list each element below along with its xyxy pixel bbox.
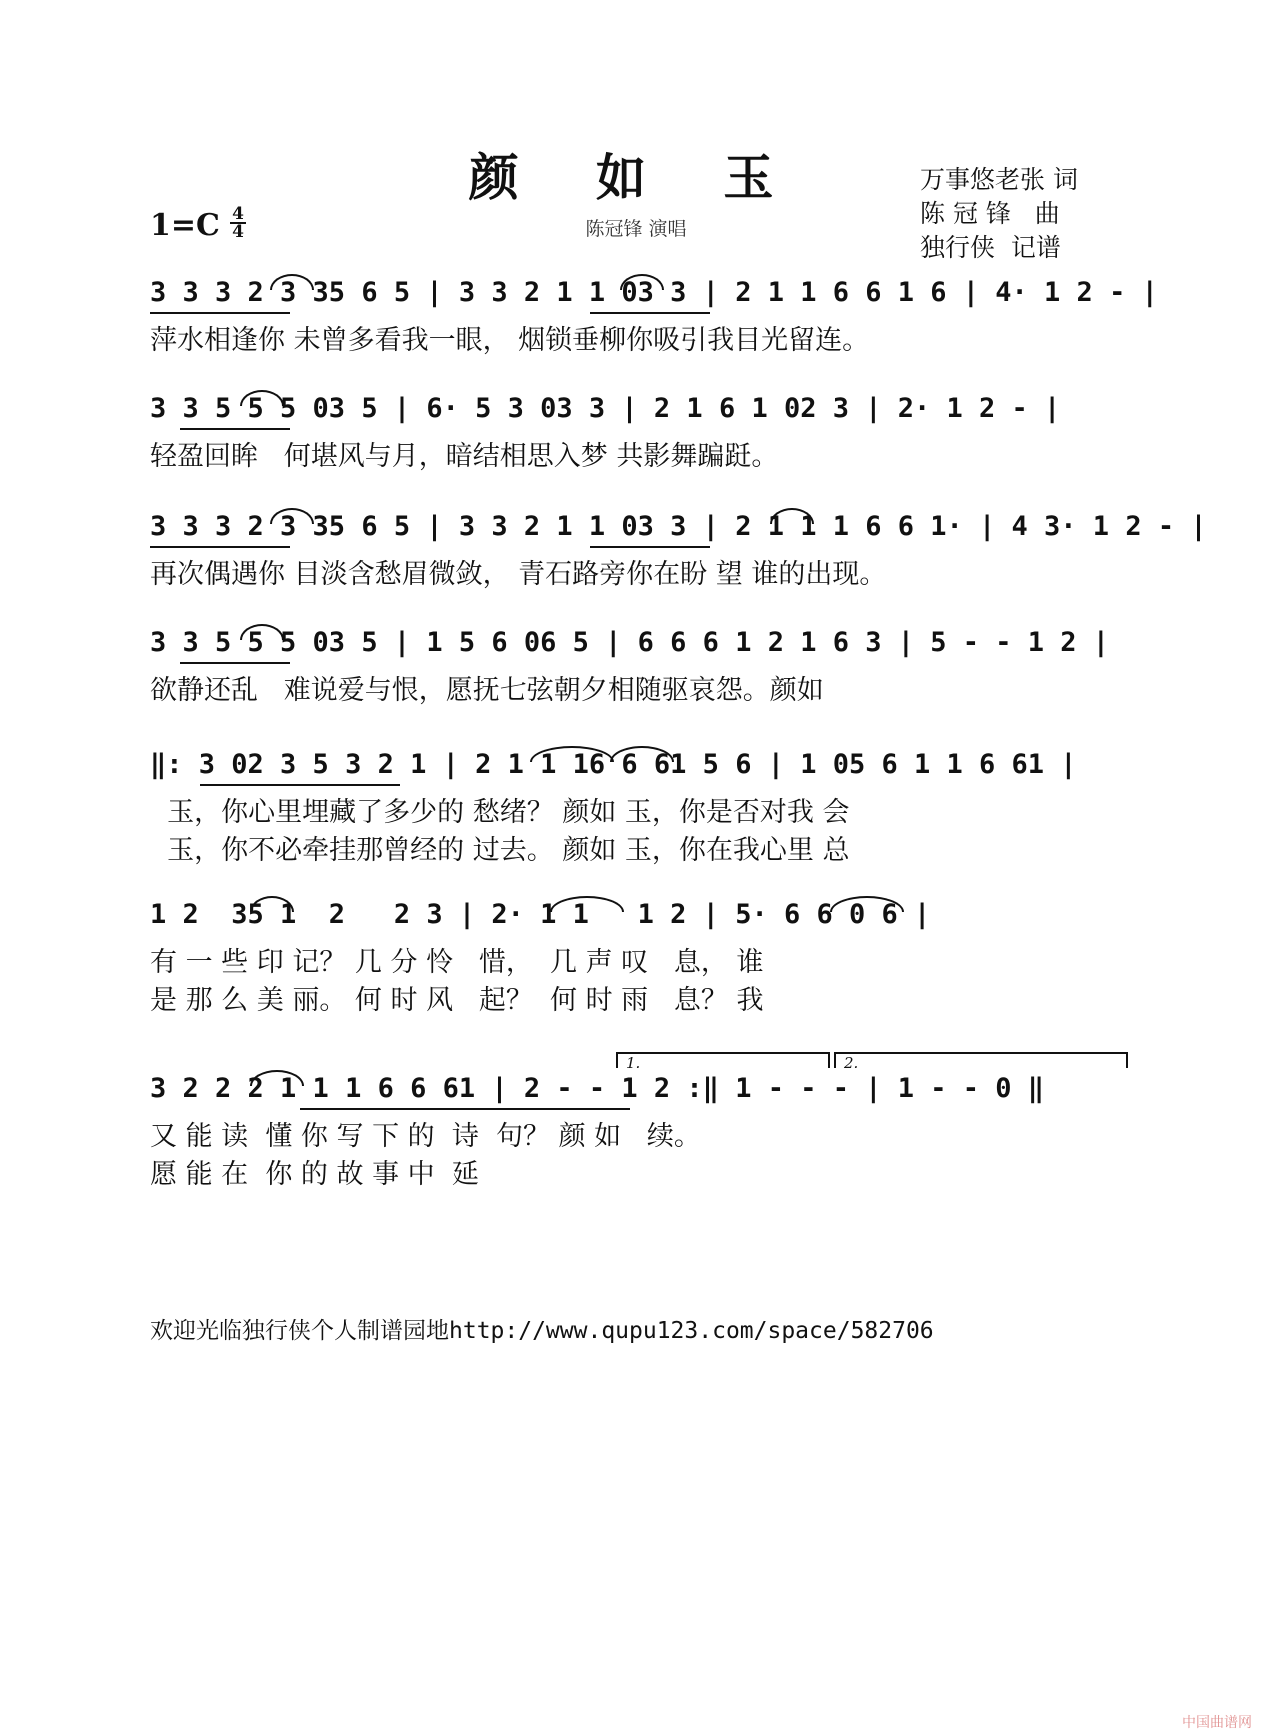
beam: [180, 662, 290, 664]
watermark: 中国曲谱网: [1182, 1715, 1252, 1731]
singer-credit: 陈冠锋 演唱: [585, 218, 687, 240]
notation-line: 3 3 5 5 5 03 5 | 6· 5 3 03 3 | 2 1 6 1 02 3 | 2· 1 2 - |: [150, 393, 1061, 424]
time-signature-top: 4: [232, 204, 244, 224]
volta-1-bracket: [616, 1052, 830, 1068]
time-signature-bottom: 4: [232, 222, 244, 242]
lyric-line-2: 是 那 么 美 丽。 何 时 风 起？ 何 时 雨 息？ 我: [150, 985, 764, 1016]
lyric-line-1: 再次偶遇你 目淡含愁眉微敛， 青石路旁你在盼 望 谁的出现。: [150, 559, 887, 590]
footer-link-text: 欢迎光临独行侠个人制谱园地http://www.qupu123.com/space/582706: [150, 1318, 934, 1344]
lyric-line-2: 玉，你不必牵挂那曾经的 过去。 颜如 玉，你在我心里 总: [150, 835, 850, 866]
lyricist-credit: 万事悠老张 词: [920, 165, 1078, 194]
notation-line: 1 2 35 1 2 2 3 | 2· 1 1 1 2 | 5· 6 6 0 6 |: [150, 899, 931, 930]
volta-2-label: 2.: [844, 1054, 859, 1072]
song-title: 颜 如 玉: [468, 148, 804, 207]
beam: [300, 1108, 630, 1110]
lyric-line-1: 又 能 读 懂 你 写 下 的 诗 句？ 颜 如 续。: [150, 1121, 701, 1152]
lyric-line-1: 萍水相逢你 未曾多看我一眼， 烟锁垂柳你吸引我目光留连。: [150, 325, 870, 356]
beam: [590, 546, 710, 548]
notation-line: 3 2 2 2 1 1 1 6 6 61 | 2 - - 1 2 :‖ 1 - - - | 1 - - 0 ‖: [150, 1073, 1045, 1104]
lyric-line-2: 愿 能 在 你 的 故 事 中 延: [150, 1159, 479, 1190]
composer-credit: 陈 冠 锋 曲: [920, 199, 1060, 228]
beam: [180, 428, 290, 430]
volta-2-bracket: [834, 1052, 1128, 1068]
volta-1-label: 1.: [626, 1054, 641, 1072]
notation-line: ‖: 3 02 3 5 3 2 1 | 2 1 1 16 6 61 5 6 | 1 05 6 1 1 6 61 |: [150, 749, 1077, 780]
transcriber-credit: 独行侠 记谱: [920, 233, 1061, 262]
lyric-line-1: 有 一 些 印 记？ 几 分 怜 惜， 几 声 叹 息， 谁: [150, 947, 764, 978]
lyric-line-1: 玉，你心里埋藏了多少的 愁绪？ 颜如 玉，你是否对我 会: [150, 797, 850, 828]
lyric-line-1: 欲静还乱 难说爱与恨，愿抚七弦朝夕相随驱哀怨。颜如: [150, 675, 824, 706]
notation-line: 3 3 3 2 3 35 6 5 | 3 3 2 1 1 03 3 | 2 1 1 1 6 6 1· | 4 3· 1 2 - |: [150, 511, 1207, 542]
beam: [590, 312, 710, 314]
notation-line: 3 3 5 5 5 03 5 | 1 5 6 06 5 | 6 6 6 1 2 1 6 3 | 5 - - 1 2 |: [150, 627, 1110, 658]
notation-line: 3 3 3 2 3 35 6 5 | 3 3 2 1 1 03 3 | 2 1 1 6 6 1 6 | 4· 1 2 - |: [150, 277, 1158, 308]
beam: [150, 312, 290, 314]
beam: [150, 546, 290, 548]
key-signature: 1=C: [150, 208, 220, 243]
lyric-line-1: 轻盈回眸 何堪风与月，暗结相思入梦 共影舞蹁跹。: [150, 441, 779, 472]
beam: [200, 784, 400, 786]
time-signature: [230, 206, 246, 240]
